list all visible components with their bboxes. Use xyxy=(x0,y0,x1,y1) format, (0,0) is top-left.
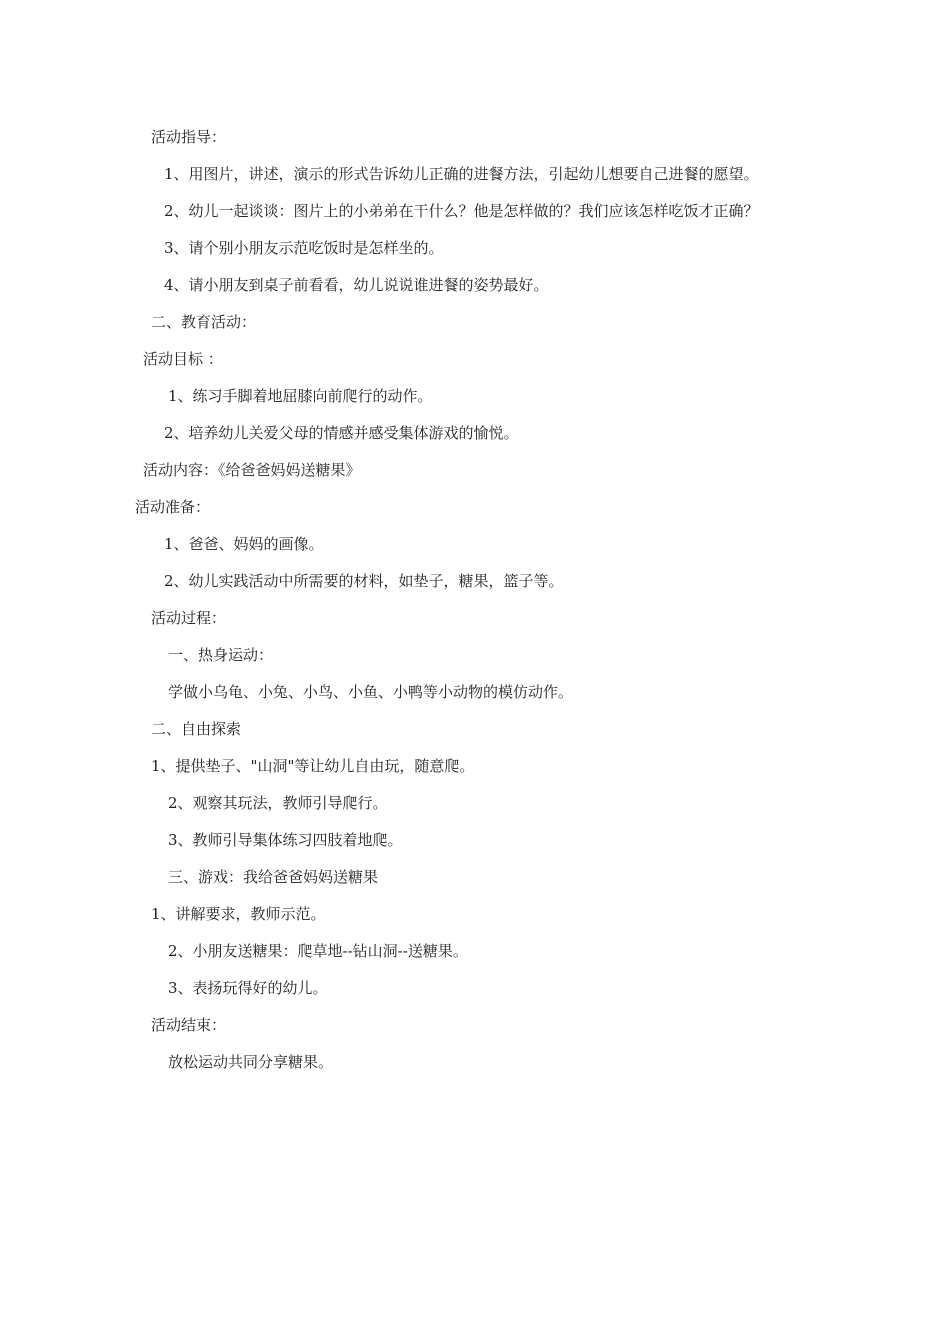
game-item-3: 3、表扬玩得好的幼儿。 xyxy=(168,979,328,997)
guidance-item-4: 4、请小朋友到桌子前看看，幼儿说说谁进餐的姿势最好。 xyxy=(164,276,549,294)
guidance-item-2: 2、幼儿一起谈谈：图片上的小弟弟在干什么？他是怎样做的？我们应该怎样吃饭才正确？ xyxy=(164,202,759,220)
process-step-free-exploration: 二、自由探索 xyxy=(151,720,242,738)
heading-activity-end: 活动结束： xyxy=(151,1016,227,1034)
game-item-2: 2、小朋友送糖果：爬草地--钻山洞--送糖果。 xyxy=(168,942,468,960)
heading-activity-goals: 活动目标 ： xyxy=(143,350,223,368)
exploration-item-1: 1、提供垫子、"山洞"等让幼儿自由玩，随意爬。 xyxy=(151,757,475,775)
exploration-item-2: 2、观察其玩法，教师引导爬行。 xyxy=(168,794,388,812)
guidance-item-3: 3、请个别小朋友示范吃饭时是怎样坐的。 xyxy=(164,239,444,257)
preparation-item-2: 2、幼儿实践活动中所需要的材料，如垫子，糖果，篮子等。 xyxy=(164,572,564,590)
exploration-item-3: 3、教师引导集体练习四肢着地爬。 xyxy=(168,831,403,849)
end-description: 放松运动共同分享糖果。 xyxy=(168,1053,334,1071)
heading-activity-process: 活动过程： xyxy=(151,609,227,627)
preparation-item-1: 1、爸爸、妈妈的画像。 xyxy=(164,535,324,553)
guidance-item-1: 1、用图片，讲述，演示的形式告诉幼儿正确的进餐方法，引起幼儿想要自己进餐的愿望。 xyxy=(164,165,759,183)
heading-education-activity: 二、教育活动： xyxy=(151,313,257,331)
game-item-1: 1、讲解要求，教师示范。 xyxy=(151,905,326,923)
process-step-warmup: 一、热身运动： xyxy=(168,646,274,664)
process-step-game: 三、游戏：我给爸爸妈妈送糖果 xyxy=(168,868,379,886)
goal-item-2: 2、培养幼儿关爱父母的情感并感受集体游戏的愉悦。 xyxy=(164,424,519,442)
activity-content: 活动内容：《给爸爸妈妈送糖果》 xyxy=(143,461,361,479)
heading-activity-preparation: 活动准备： xyxy=(135,498,211,516)
goal-item-1: 1、练习手脚着地屈膝向前爬行的动作。 xyxy=(168,387,433,405)
warmup-description: 学做小乌龟、小兔、小鸟、小鱼、小鸭等小动物的模仿动作。 xyxy=(168,683,574,701)
heading-activity-guidance: 活动指导： xyxy=(151,128,227,146)
